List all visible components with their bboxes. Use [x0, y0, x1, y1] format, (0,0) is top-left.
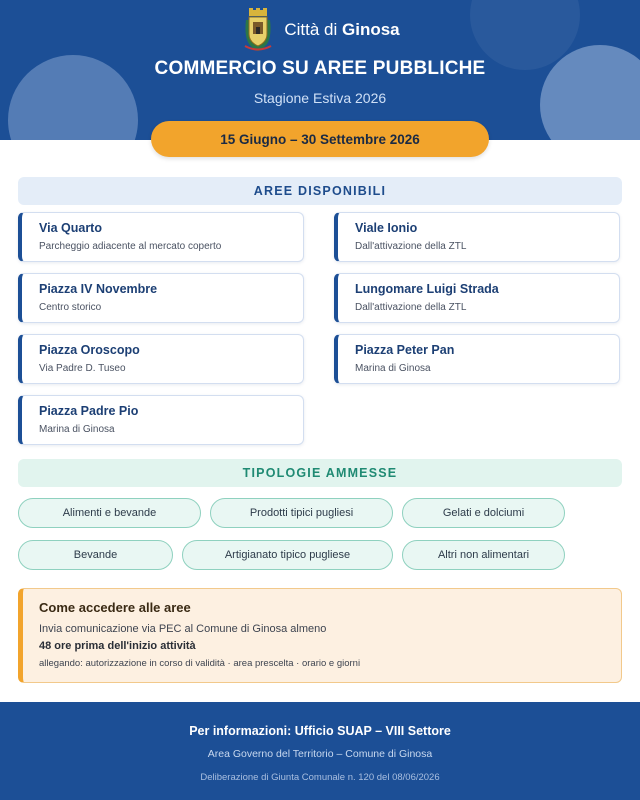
area-name: Viale Ionio [355, 221, 418, 235]
area-name: Lungomare Luigi Strada [355, 282, 499, 296]
area-description: Marina di Ginosa [355, 363, 431, 374]
area-name: Via Quarto [39, 221, 102, 235]
area-card [18, 395, 304, 445]
type-chip: Altri non alimentari [402, 540, 565, 570]
season-dates-badge: 15 Giugno – 30 Settembre 2026 [151, 121, 489, 157]
type-chip: Artigianato tipico pugliese [182, 540, 393, 570]
area-description: Via Padre D. Tuseo [39, 363, 126, 374]
access-instruction: Invia comunicazione via PEC al Comune di Ginosa almeno [39, 623, 327, 635]
area-name: Piazza Oroscopo [39, 343, 140, 357]
types-section-heading: TIPOLOGIE AMMESSE [18, 459, 622, 487]
area-description: Dall'attivazione della ZTL [355, 302, 467, 313]
area-card [18, 273, 304, 323]
access-attachments: allegando: autorizzazione in corso di validità · area prescelta · orario e giorni [39, 658, 361, 669]
footer-department: Area Governo del Territorio – Comune di Ginosa [207, 748, 433, 760]
area-description: Dall'attivazione della ZTL [355, 241, 467, 252]
city-name: Città di Ginosa [284, 20, 400, 39]
page-subtitle: Stagione Estiva 2026 [253, 90, 387, 106]
footer-resolution: Deliberazione di Giunta Comunale n. 120 del 08/06/2026 [200, 772, 440, 783]
page-title: COMMERCIO SU AREE PUBBLICHE [154, 58, 486, 79]
area-name: Piazza Peter Pan [355, 343, 455, 357]
area-description: Parcheggio adiacente al mercato coperto [39, 241, 222, 252]
area-card [334, 212, 620, 262]
city-crest-icon [240, 6, 276, 54]
area-card [18, 212, 304, 262]
type-chip: Prodotti tipici pugliesi [210, 498, 393, 528]
area-description: Marina di Ginosa [39, 424, 115, 435]
footer [0, 702, 640, 800]
area-card [334, 273, 620, 323]
access-info-box [18, 588, 622, 683]
header-banner [0, 0, 640, 140]
area-name: Piazza Padre Pio [39, 404, 139, 418]
area-name: Piazza IV Novembre [39, 282, 158, 296]
area-card [18, 334, 304, 384]
type-chip: Alimenti e bevande [18, 498, 201, 528]
access-deadline: 48 ore prima dell'inizio attività [39, 640, 196, 652]
city-brand [0, 6, 640, 54]
access-title: Come accedere alle aree [39, 600, 191, 615]
area-description: Centro storico [39, 302, 102, 313]
type-chip: Gelati e dolciumi [402, 498, 565, 528]
footer-info: Per informazioni: Ufficio SUAP – VIII Settore [189, 724, 451, 738]
area-card [334, 334, 620, 384]
type-chip: Bevande [18, 540, 173, 570]
areas-section-heading: AREE DISPONIBILI [18, 177, 622, 205]
